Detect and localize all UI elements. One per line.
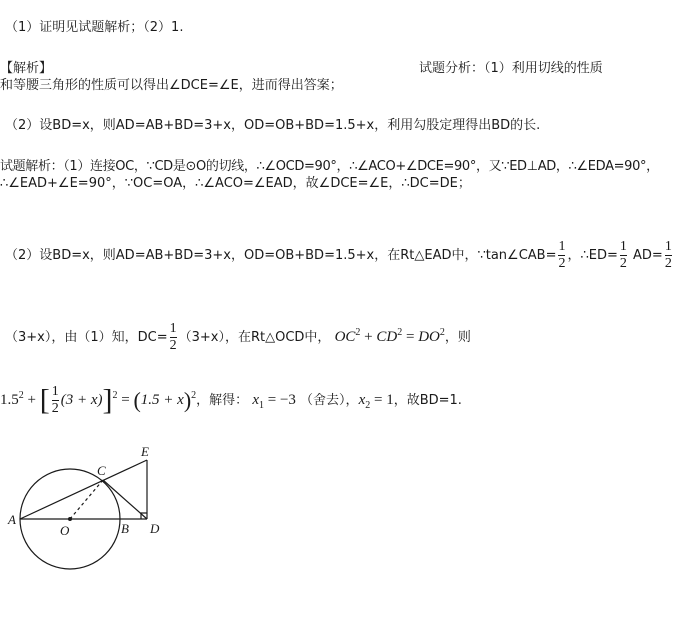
root-x1: $x_1 = -3$ (252, 392, 296, 411)
part2-text-c: AD= (633, 248, 663, 263)
part3-text-a: （3+x），由（1）知，DC= (5, 330, 168, 345)
part4-text-a: ，解得： (196, 393, 249, 408)
part2-text-a: （2）设BD=x，则AD=AB+BD=3+x，OD=OB+BD=1.5+x，在Rt△EAD中，∵tan∠CAB= (5, 248, 557, 263)
part4-text-b: （舍去）， (300, 393, 359, 408)
label-a: A (8, 512, 16, 527)
fraction-half-5: $\frac{1}{2}$ (51, 384, 59, 417)
answer-line: （1）证明见试题解析；（2）1. (5, 20, 184, 35)
center-o-dot (68, 517, 72, 521)
frac-den: 2 (558, 256, 566, 271)
analysis-heading: 【解析】 (0, 61, 53, 76)
frac-num: 1 (558, 239, 566, 254)
root-x2: $x_2 = 1$ (358, 392, 394, 411)
label-c: C (97, 463, 106, 478)
label-e: E (141, 444, 149, 459)
solution-line-1: 试题解析：（1）连接OC，∵CD是⊙O的切线，∴∠OCD=90°，∴∠ACO+∠DCE=90°，又∵ED⊥AD，∴∠EDA=90°， (0, 159, 659, 174)
part2-text-b: ，∴ED= (567, 248, 618, 263)
solution-line-2: ∴∠EAD+∠E=90°，∵OC=OA，∴∠ACO=∠EAD，故∠DCE=∠E，∴DC=DE； (0, 176, 471, 191)
label-d: D (150, 521, 160, 536)
analysis-line-2: 和等腰三角形的性质可以得出∠DCE=∠E，进而得出答案； (0, 78, 343, 93)
label-o: O (60, 523, 70, 538)
frac-den: 2 (664, 256, 672, 271)
frac-num: 1 (619, 239, 627, 254)
part4-text-c: ，故BD=1. (393, 393, 462, 408)
equation-lhs: $1.5^2$ + [ $\frac{1}{2}$ $(3 + x)]^2 = (1.5 + x)^2$ (0, 383, 197, 417)
frac-den: 2 (169, 338, 177, 353)
frac-den: 2 (619, 256, 627, 271)
part3-text-c: ，则 (444, 330, 471, 345)
analysis-line-3: （2）设BD=x，则AD=AB+BD=3+x，OD=OB+BD=1.5+x，利用勾股定理得出BD的长. (5, 118, 541, 133)
analysis-intro: 试题分析：（1）利用切线的性质 (419, 61, 603, 76)
pythagoras-equation: $OC^2 + CD^2 = DO^2$ (334, 327, 445, 345)
part3-text-b: （3+x），在Rt△OCD中， (178, 330, 331, 345)
frac-num: 1 (664, 239, 672, 254)
fraction-half-3 (665, 239, 672, 272)
segment-ae (20, 460, 147, 519)
segment-oc-dashed (70, 480, 103, 519)
frac-num: 1 (169, 321, 177, 336)
label-b: B (121, 521, 129, 536)
